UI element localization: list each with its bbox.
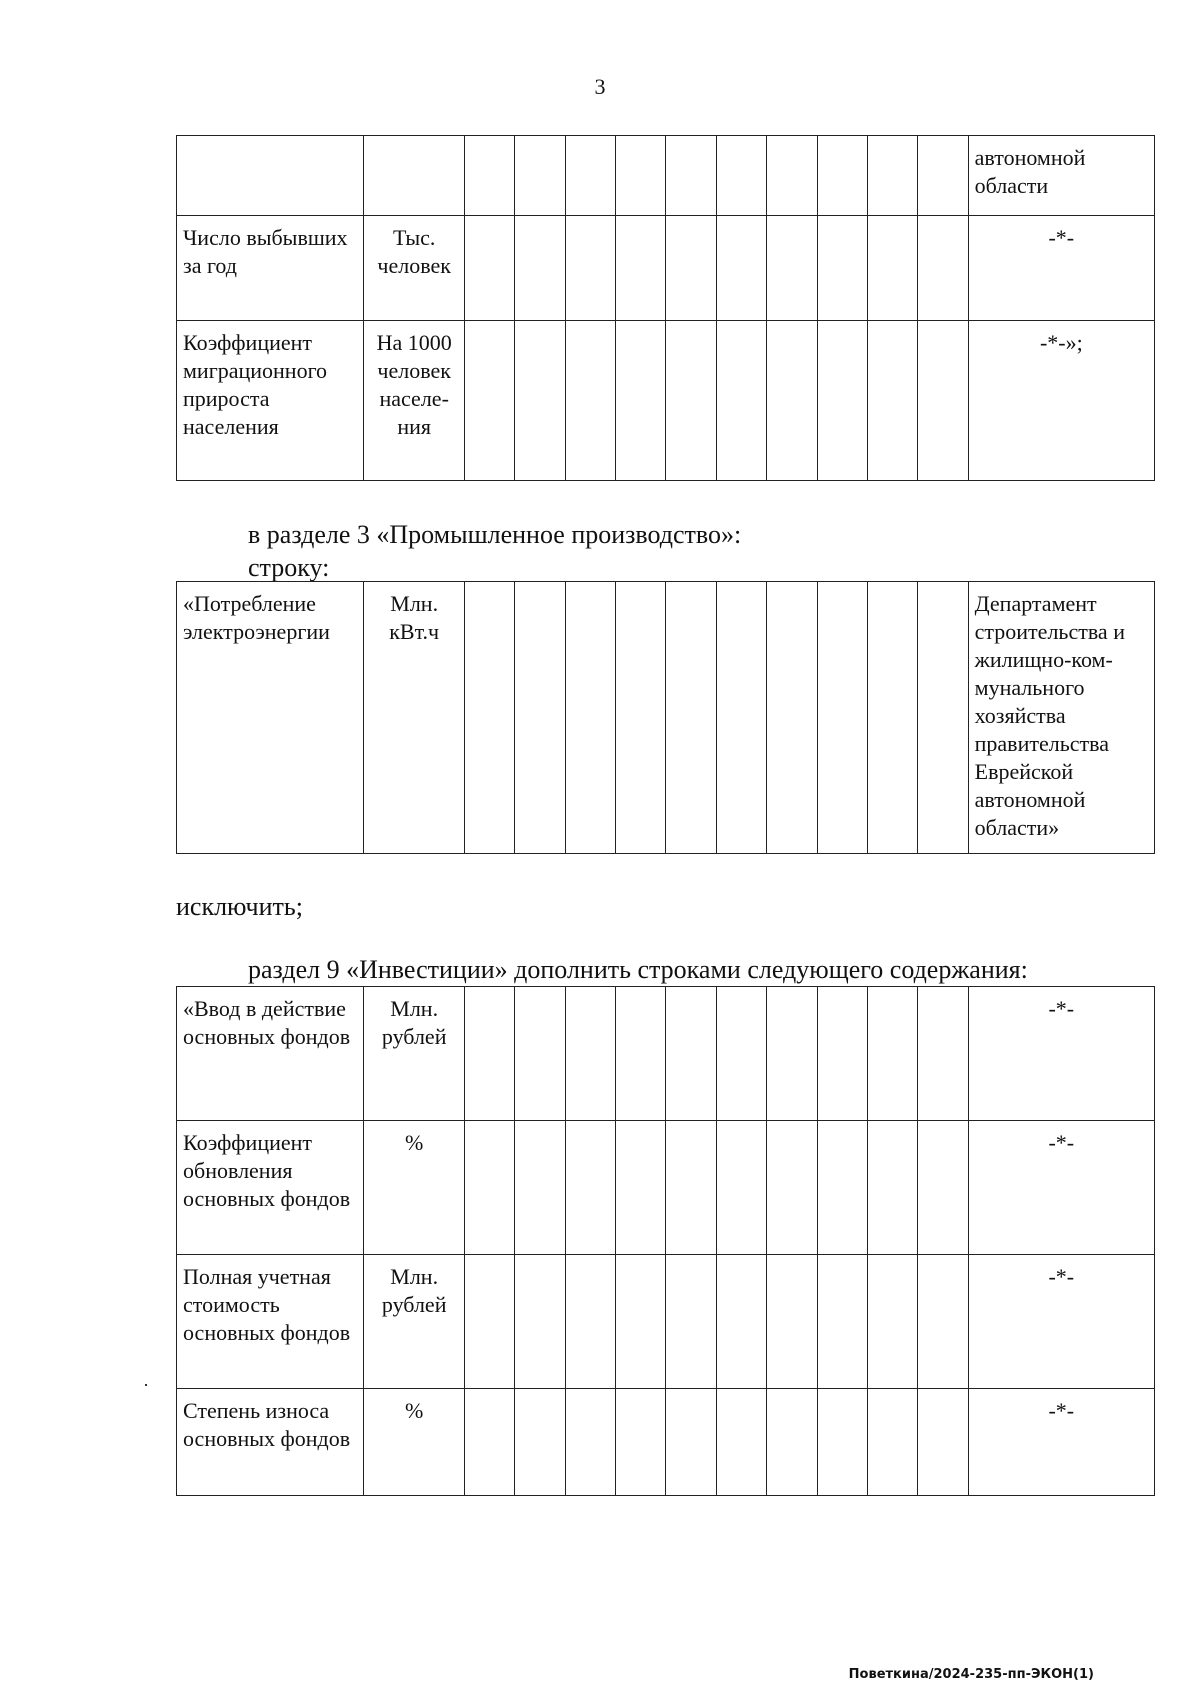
scan-speck — [145, 1384, 147, 1386]
value-cell — [817, 136, 867, 216]
value-cell — [867, 1121, 917, 1255]
indicator-name-cell: Полная учетная стоимость основных фондов — [177, 1255, 364, 1389]
value-cell — [565, 987, 615, 1121]
table-row — [177, 1255, 1155, 1389]
value-cell — [616, 321, 666, 481]
unit-cell: % — [364, 1389, 465, 1496]
responsible-org-cell: -*- — [968, 1389, 1154, 1496]
value-cell — [918, 987, 968, 1121]
value-cell — [767, 1121, 817, 1255]
indicator-name-cell — [177, 136, 364, 216]
value-cell — [716, 987, 766, 1121]
indicator-name-cell: Степень износа основных фондов — [177, 1389, 364, 1496]
unit-cell: Тыс. человек — [364, 216, 465, 321]
value-cell — [716, 582, 766, 854]
value-cell — [616, 1255, 666, 1389]
section-9-heading: раздел 9 «Инвестиции» дополнить строками следующего содержания: — [248, 955, 1028, 984]
value-cell — [616, 1121, 666, 1255]
value-cell — [515, 1255, 565, 1389]
value-cell — [716, 1121, 766, 1255]
value-cell — [565, 136, 615, 216]
value-cell — [817, 1255, 867, 1389]
value-cell — [666, 1121, 716, 1255]
section-3-heading: в разделе 3 «Промышленное производство»: — [248, 520, 742, 549]
table-row — [177, 216, 1155, 321]
table-population — [176, 135, 1155, 481]
responsible-org-cell: автономной области — [968, 136, 1154, 216]
value-cell — [918, 216, 968, 321]
value-cell — [465, 1389, 515, 1496]
value-cell — [817, 582, 867, 854]
value-cell — [616, 987, 666, 1121]
value-cell — [515, 216, 565, 321]
indicator-name-cell: Число выбывших за год — [177, 216, 364, 321]
unit-cell: Млн. рублей — [364, 987, 465, 1121]
value-cell — [817, 987, 867, 1121]
value-cell — [666, 1255, 716, 1389]
value-cell — [616, 136, 666, 216]
value-cell — [867, 136, 917, 216]
value-cell — [565, 216, 615, 321]
table-row — [177, 987, 1155, 1121]
table-row — [177, 1389, 1155, 1496]
value-cell — [465, 987, 515, 1121]
value-cell — [515, 1121, 565, 1255]
responsible-org-cell: -*- — [968, 987, 1154, 1121]
value-cell — [565, 582, 615, 854]
value-cell — [867, 582, 917, 854]
value-cell — [565, 1121, 615, 1255]
value-cell — [867, 1389, 917, 1496]
value-cell — [465, 321, 515, 481]
value-cell — [565, 321, 615, 481]
value-cell — [867, 321, 917, 481]
value-cell — [867, 216, 917, 321]
value-cell — [817, 1121, 867, 1255]
value-cell — [666, 987, 716, 1121]
value-cell — [616, 582, 666, 854]
value-cell — [465, 136, 515, 216]
value-cell — [817, 321, 867, 481]
value-cell — [515, 1389, 565, 1496]
unit-cell: % — [364, 1121, 465, 1255]
exclude-text: исключить; — [176, 892, 303, 921]
value-cell — [515, 321, 565, 481]
value-cell — [666, 1389, 716, 1496]
value-cell — [716, 1255, 766, 1389]
value-cell — [616, 216, 666, 321]
value-cell — [465, 1121, 515, 1255]
value-cell — [515, 582, 565, 854]
value-cell — [666, 216, 716, 321]
value-cell — [565, 1389, 615, 1496]
value-cell — [515, 987, 565, 1121]
value-cell — [767, 216, 817, 321]
value-cell — [716, 321, 766, 481]
responsible-org-cell: -*-»; — [968, 321, 1154, 481]
value-cell — [716, 216, 766, 321]
unit-cell: Млн. кВт.ч — [364, 582, 465, 854]
value-cell — [767, 1389, 817, 1496]
value-cell — [817, 1389, 867, 1496]
value-cell — [918, 1255, 968, 1389]
indicator-name-cell: «Потребление электроэнергии — [177, 582, 364, 854]
unit-cell: На 1000 человек населе-ния — [364, 321, 465, 481]
value-cell — [767, 987, 817, 1121]
unit-cell: Млн. рублей — [364, 1255, 465, 1389]
value-cell — [918, 1389, 968, 1496]
value-cell — [767, 136, 817, 216]
unit-cell — [364, 136, 465, 216]
document-footer-id: Поветкина/2024-235-пп-ЭКОН(1) — [848, 1667, 1094, 1682]
value-cell — [817, 216, 867, 321]
indicator-name-cell: «Ввод в действие основных фондов — [177, 987, 364, 1121]
responsible-org-cell: -*- — [968, 1121, 1154, 1255]
value-cell — [465, 582, 515, 854]
value-cell — [867, 1255, 917, 1389]
page-number: 3 — [594, 74, 606, 99]
value-cell — [666, 582, 716, 854]
value-cell — [465, 1255, 515, 1389]
value-cell — [666, 136, 716, 216]
indicator-name-cell: Коэффициент миграционного прироста населения — [177, 321, 364, 481]
value-cell — [867, 987, 917, 1121]
responsible-org-cell: Департамент строительства и жилищно-ком-мунального хозяйства правительства Еврейской автономной области» — [968, 582, 1154, 854]
value-cell — [716, 136, 766, 216]
table-row — [177, 582, 1155, 854]
value-cell — [918, 1121, 968, 1255]
value-cell — [918, 582, 968, 854]
value-cell — [515, 136, 565, 216]
value-cell — [616, 1389, 666, 1496]
responsible-org-cell: -*- — [968, 216, 1154, 321]
table-row — [177, 321, 1155, 481]
value-cell — [666, 321, 716, 481]
indicator-name-cell: Коэффициент обновления основных фондов — [177, 1121, 364, 1255]
value-cell — [565, 1255, 615, 1389]
value-cell — [918, 321, 968, 481]
value-cell — [767, 321, 817, 481]
value-cell — [716, 1389, 766, 1496]
value-cell — [767, 1255, 817, 1389]
value-cell — [918, 136, 968, 216]
responsible-org-cell: -*- — [968, 1255, 1154, 1389]
table-investment — [176, 986, 1155, 1496]
table-row — [177, 136, 1155, 216]
value-cell — [465, 216, 515, 321]
value-cell — [767, 582, 817, 854]
table-industry — [176, 581, 1155, 854]
table-row — [177, 1121, 1155, 1255]
row-intro-text: строку: — [248, 553, 330, 582]
